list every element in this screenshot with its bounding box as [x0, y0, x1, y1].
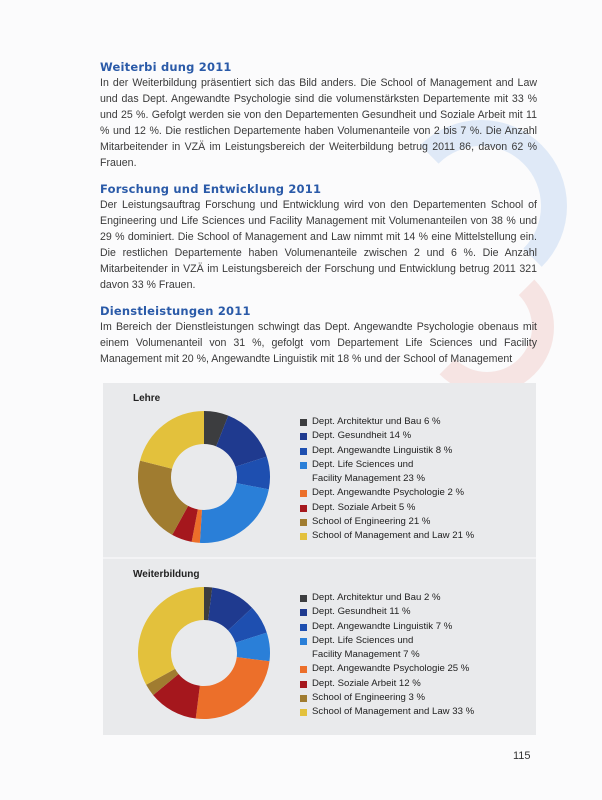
text-column — [100, 60, 537, 378]
legend-item — [300, 691, 474, 705]
section-heading: Dienstleistungen 2011 — [100, 304, 251, 318]
legend-label: Dept. Angewandte Linguistik 8 % — [312, 444, 453, 456]
legend-item — [300, 429, 474, 443]
section-weiterbildung — [100, 60, 537, 171]
legend-label: School of Management and Law 21 % — [312, 530, 475, 542]
legend-item — [300, 529, 474, 543]
legend-label: Dept. Soziale Arbeit 12 % — [312, 677, 421, 689]
donut-slice — [200, 483, 269, 543]
legend-swatch — [300, 505, 307, 512]
legend-item — [300, 662, 474, 676]
legend-label: Facility Management 7 % — [312, 649, 420, 661]
legend-item — [300, 705, 474, 719]
legend-item — [300, 677, 474, 691]
page-number: 115 — [513, 750, 531, 762]
legend-label: School of Engineering 3 % — [312, 692, 426, 704]
section-body: In der Weiterbildung präsentiert sich das Bild anders. Die School of Management and Law und das Dept. Angewandte Psychologie sind die volumenstärksten Departemente mit 33 % und 25 %. Gefolgt werden sie von den Departementen Gesundheit und Soziale Arbeit mit 11 % und 12 %. Die restlichen Departemente haben Volumenanteile von 2 bis 7 %. Die Anzahl Mitarbeitender in VZÄ im Leistungsbereich der Weiterbildung betrug 2011 86, davon 62 % Frauen. — [100, 77, 537, 169]
legend-swatch — [300, 490, 307, 497]
legend-label: Dept. Angewandte Linguistik 7 % — [312, 620, 453, 632]
section-heading: Forschung und Entwicklung 2011 — [100, 182, 322, 196]
chart-legend — [300, 415, 474, 544]
legend-item — [300, 415, 474, 429]
section-heading: Weiterbi dung 2011 — [100, 60, 232, 74]
legend-label: School of Engineering 21 % — [312, 516, 431, 528]
legend-label: Dept. Angewandte Psychologie 2 % — [312, 487, 465, 499]
legend-swatch — [300, 419, 307, 426]
legend-item — [300, 458, 474, 472]
legend-label: Dept. Life Sciences und — [312, 634, 414, 646]
legend-swatch — [300, 595, 307, 602]
donut-slice — [140, 411, 204, 469]
legend-swatch — [300, 462, 307, 469]
legend-item — [300, 486, 474, 500]
legend-swatch — [300, 681, 307, 688]
legend-item — [300, 591, 474, 605]
legend-item — [300, 444, 474, 458]
donut-slice — [138, 587, 204, 685]
legend-swatch — [300, 519, 307, 526]
legend-swatch — [300, 433, 307, 440]
legend-label: Dept. Soziale Arbeit 5 % — [312, 501, 416, 513]
chart-title: Lehre — [133, 393, 161, 404]
legend-swatch — [300, 695, 307, 702]
charts-figure — [103, 383, 536, 735]
legend-label: Dept. Gesundheit 14 % — [312, 430, 412, 442]
legend-swatch — [300, 448, 307, 455]
legend-label: Dept. Angewandte Psychologie 25 % — [312, 663, 470, 675]
legend-item — [300, 634, 474, 648]
section-dienstleistungen — [100, 304, 537, 367]
legend-item — [300, 501, 474, 515]
legend-swatch — [300, 709, 307, 716]
legend-item — [300, 605, 474, 619]
donut-slice — [196, 657, 270, 719]
chart-lehre — [103, 383, 536, 553]
legend-label: Dept. Architektur und Bau 6 % — [312, 416, 441, 427]
chart-title: Weiterbildung — [133, 569, 200, 580]
legend-swatch — [300, 638, 307, 645]
section-forschung — [100, 182, 537, 293]
legend-swatch — [300, 666, 307, 673]
chart-weiterbildung — [103, 557, 536, 729]
legend-item — [300, 648, 474, 662]
donut-chart — [137, 586, 271, 720]
legend-swatch — [300, 533, 307, 540]
chart-legend — [300, 591, 474, 720]
section-body: Der Leistungsauftrag Forschung und Entwicklung wird von den Departementen School of Engineering und Life Sciences und Facility Management mit Volumenanteilen von 38 % und 29 % dominiert. Die School of Management and Law nimmt mit 14 % eine Mittelstellung ein. Die restlichen Departemente haben Volumenanteile zwischen 2 und 6 %. Die Anzahl Mitarbeitender in VZÄ im Leistungsbereich der Forschung und Entwicklung betrug 2011 321 davon 33 % Frauen. — [100, 199, 537, 291]
legend-label: Dept. Architektur und Bau 2 % — [312, 592, 441, 603]
legend-swatch — [300, 624, 307, 631]
section-body: Im Bereich der Dienstleistungen schwingt das Dept. Angewandte Psychologie obenaus mit einem Volumenanteil von 31 %, gefolgt vom Departement Life Sciences und Facility Management mit 20 %, Angewandte Linguistik mit 18 % und der School of Management — [100, 321, 537, 365]
legend-label: Dept. Gesundheit 11 % — [312, 606, 411, 618]
donut-chart — [137, 410, 271, 544]
legend-item — [300, 620, 474, 634]
legend-label: Dept. Life Sciences und — [312, 458, 414, 470]
legend-item — [300, 472, 474, 486]
legend-label: School of Management and Law 33 % — [312, 706, 475, 718]
legend-item — [300, 515, 474, 529]
legend-swatch — [300, 609, 307, 616]
legend-label: Facility Management 23 % — [312, 473, 426, 485]
